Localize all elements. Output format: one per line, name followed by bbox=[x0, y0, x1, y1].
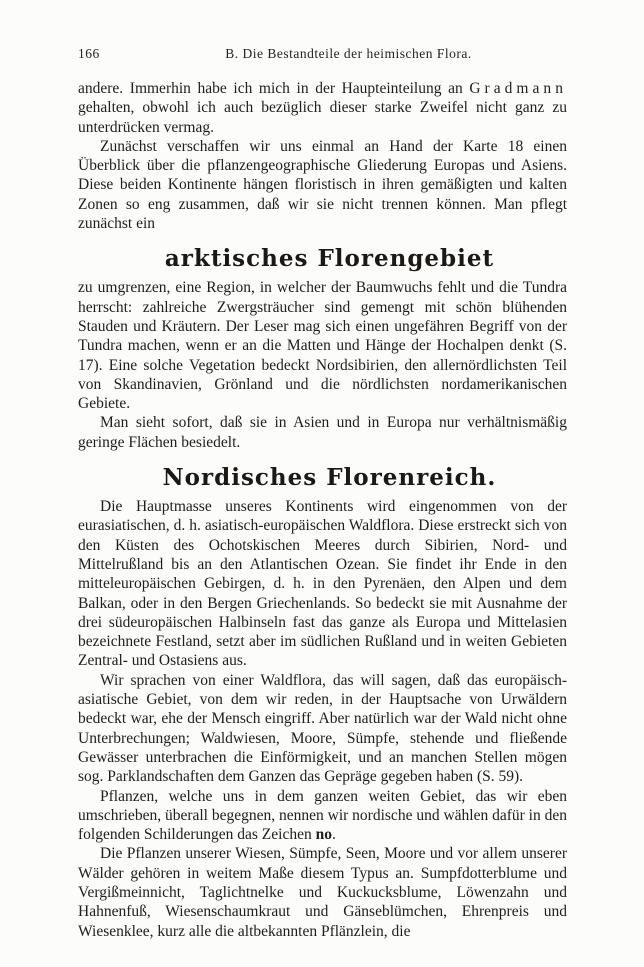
section-heading: arktisches Florengebiet bbox=[164, 245, 495, 273]
text-run: Wir sprachen von einer Waldflora, das will sagen, daß das europäisch-asiatische Gebiet, von dem wir reden, in der Hauptsache von Urwäldern bedeckt war, ehe der Mensch eingriff. Aber natürlich war der Wald nicht ohne Unterbrechungen; Waldwiesen, Moore, Sümpfe, stehende und fließende Gewässer unterbrachen die Einförmigkeit, und an manchen Stellen mögen sog. Parklandschaften dem Ganzen das Gepräge gegeben haben (S. 59). bbox=[78, 671, 567, 786]
running-title: B. Die Bestandteile der heimischen Flora. bbox=[225, 46, 472, 61]
text-run: Zunächst verschaffen wir uns einmal an Hand der Karte 18 einen Überblick über die pflanzengeographische Gliederung Europas und Asiens. Diese beiden Kontinente hängen floristisch in ihren gemäßigten und kalten Zonen so eng zusammen, daß wir sie nicht trennen können. Man pflegt zunächst ein bbox=[78, 137, 567, 233]
text-run: andere. Immerhin habe ich mich in der Haupteinteilung an bbox=[78, 80, 470, 97]
page-number: 166 bbox=[78, 46, 100, 61]
text-run: Man sieht sofort, daß sie in Asien und in Europa nur verhältnismäßig geringe Flächen besiedelt. bbox=[78, 414, 567, 451]
text-run: . bbox=[331, 826, 336, 844]
text-run: zu umgrenzen, eine Region, in welcher der Baumwuchs fehlt und die Tundra herrscht: zahlreiche Zwergsträucher sind gemengt mit schön blühenden Stauden und Kräutern. Der Leser mag sich einen ungefähren Begriff von der Tundra machen, wenn er an die Matten und Hänge der Hochalpen denkt (S. 17). Eine solche Vegetation bedeckt Nordsibirien, den allernördlichsten Teil von Skandinavien, Grönland und die nördlichsten nordamerikanischen Gebiete. bbox=[78, 279, 567, 413]
paragraph bbox=[78, 137, 567, 233]
text-column bbox=[78, 46, 567, 941]
text-run: Pflanzen, welche uns in dem ganzen weiten Gebiet, das wir eben umschrieben, überall begegnen, nennen wir nordische und wählen dafür in den folgenden Schilderungen das Zeichen bbox=[78, 787, 567, 844]
text-run: Die Pflanzen unserer Wiesen, Sümpfe, Seen, Moore und vor allem unserer Wälder gehören in weitem Maße diesem Typus an. Sumpfdotterblume und Vergißmeinnicht, Taglichtnelke und Kuckucksblume, Löwenzahn und Hahnenfuß, Wiesenschaumkraut und Gänseblümchen, Ehrenpreis und Wiesenklee, kurz alle die altbekannten Pflänzlein, die bbox=[78, 845, 567, 940]
text-run: gehalten, obwohl ich auch bezüglich dieser starke Zweifel nicht ganz zu unterdrücken vermag. bbox=[78, 99, 567, 136]
paragraph bbox=[78, 278, 567, 413]
emphasized-text: no bbox=[315, 826, 332, 844]
text-run: Die Hauptmasse unseres Kontinents wird eingenommen von der eurasiatischen, d. h. asiatisch-europäischen Waldflora. Diese erstreckt sich von den Küsten des Ochotskischen Meeres durch Sibirien, Nord- und Mittelrußland bis an den Atlantischen Ozean. Sie findet ihr Ende in den mitteleuropäischen Gebirgen, d. h. in den Pyrenäen, den Alpen und dem Balkan, oder in den Bergen Griechenlands. So bedeckt sie mit Ausnahme der drei südeuropäischen Halbinseln fast das ganze als Europa und Mittelasien bezeichnete Festland, setzt aber im südlichen Rußland und in weiten Gebieten Zentral- und Ostasiens aus. bbox=[78, 498, 567, 670]
running-head bbox=[78, 46, 567, 66]
paragraph bbox=[78, 671, 567, 787]
paragraph bbox=[78, 497, 567, 671]
paragraph bbox=[78, 787, 567, 845]
paragraph bbox=[78, 79, 567, 137]
section-heading: Nordisches Florenreich. bbox=[162, 464, 497, 492]
paragraph bbox=[78, 844, 567, 940]
page-body bbox=[78, 79, 567, 941]
paragraph bbox=[78, 413, 567, 452]
emphasized-text: Gradmann bbox=[469, 80, 567, 97]
